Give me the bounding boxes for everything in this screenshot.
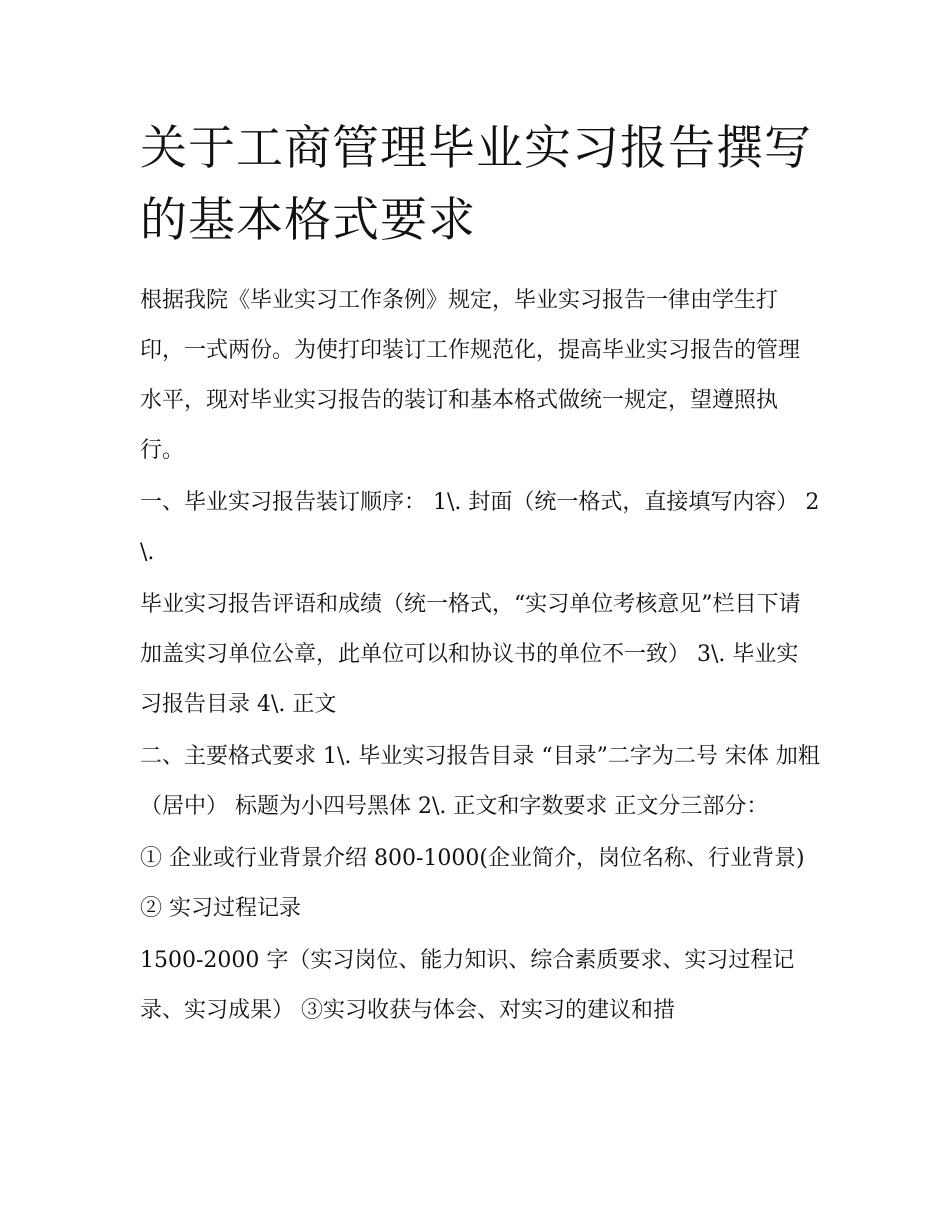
paragraph-background: ① 企业或行业背景介绍 800-1000(企业简介，岗位名称、行业背景) ② 实习过程记录 — [140, 846, 805, 921]
document-title: 关于工商管理毕业实习报告撰写的基本格式要求 — [140, 121, 812, 248]
document-body — [140, 276, 820, 1038]
paragraph-process-record: 1500-2000 字（实习岗位、能力知识、综合素质要求、实习过程记录、实习成果） ③实习收获与体会、对实习的建议和措 — [140, 948, 795, 1023]
paragraph-intro: 根据我院《毕业实习工作条例》规定，毕业实习报告一律由学生打印，一式两份。为使打印装订工作规范化，提高毕业实习报告的管理水平，现对毕业实习报告的装订和基本格式做统一规定，望遵照执行。 — [140, 288, 801, 463]
paragraph-evaluation: 毕业实习报告评语和成绩（统一格式，“实习单位考核意见”栏目下请加盖实习单位公章，此单位可以和协议书的单位不一致） 3\. 毕业实习报告目录 4\. 正文 — [140, 592, 801, 717]
paragraph-format-requirements: 二、主要格式要求 1\. 毕业实习报告目录 “目录”二字为二号 宋体 加粗（居中） 标题为小四号黑体 2\. 正文和字数要求 正文分三部分： — [140, 744, 820, 819]
paragraph-binding-order: 一、毕业实习报告装订顺序： 1\. 封面（统一格式，直接填写内容） 2\. — [140, 490, 820, 565]
